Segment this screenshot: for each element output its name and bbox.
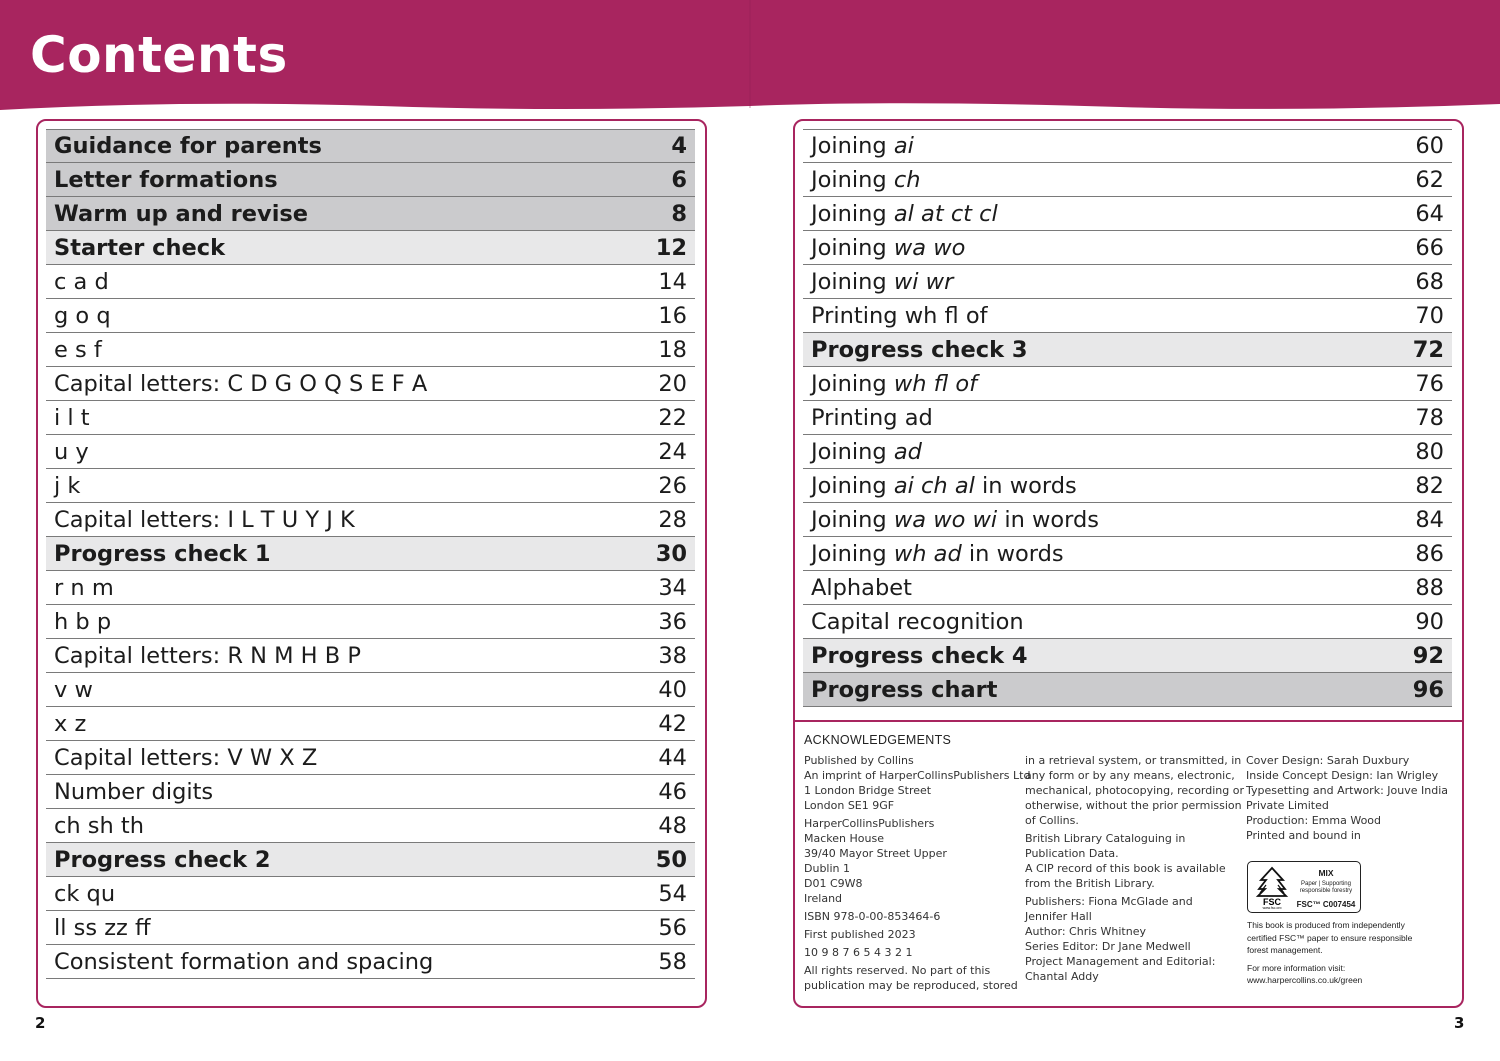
contents-entry-title — [54, 847, 271, 873]
entry-title-text: Progress check 1 — [54, 540, 271, 567]
contents-entry — [46, 945, 695, 979]
entry-title-text: g o q — [54, 302, 111, 329]
contents-entry — [803, 299, 1452, 333]
entry-title-suffix: in words — [997, 506, 1100, 533]
acknowledgement-line: Author: Chris Whitney — [1025, 925, 1146, 938]
acknowledgements-column-1 — [804, 753, 1031, 993]
acknowledgement-line: from the British Library. — [1025, 877, 1155, 890]
contents-entry-page: 34 — [658, 574, 687, 601]
acknowledgements-divider — [795, 720, 1462, 722]
contents-entry — [46, 197, 695, 231]
page-title: Contents — [30, 26, 288, 84]
entry-joined-letters: wa wo — [893, 234, 966, 261]
contents-entry — [46, 809, 695, 843]
contents-entry-page: 4 — [671, 133, 687, 159]
entry-title-text: Joining — [811, 234, 894, 261]
acknowledgement-line: Series Editor: Dr Jane Medwell — [1025, 940, 1191, 953]
acknowledgement-line: of Collins. — [1025, 814, 1079, 827]
contents-entry — [46, 843, 695, 877]
contents-entry — [46, 231, 695, 265]
contents-entry-title — [54, 575, 114, 601]
entry-title-text: e s f — [54, 336, 102, 363]
contents-entry — [46, 299, 695, 333]
contents-entry-page: 42 — [658, 710, 687, 737]
contents-entry — [46, 673, 695, 707]
contents-entry-title — [54, 269, 109, 295]
contents-entry-title — [811, 439, 922, 465]
entry-joined-letters: ch — [893, 166, 921, 193]
contents-entry — [46, 265, 695, 299]
contents-entry-page: 76 — [1415, 370, 1444, 397]
contents-entry-page: 80 — [1415, 438, 1444, 465]
contents-entry-title — [54, 235, 225, 261]
contents-entry-page: 70 — [1415, 302, 1444, 329]
contents-entry-title — [54, 303, 111, 329]
entry-title-text: ch sh th — [54, 812, 144, 839]
contents-entry-page: 86 — [1415, 540, 1444, 567]
fsc-note — [1247, 919, 1457, 987]
entry-title-text: v w — [54, 676, 93, 703]
entry-title-text: c a d — [54, 268, 109, 295]
entry-title-text: x z — [54, 710, 87, 737]
contents-entry — [46, 367, 695, 401]
acknowledgement-line: Cover Design: Sarah Duxbury — [1246, 754, 1410, 767]
contents-entry-title — [811, 337, 1028, 363]
contents-entry — [803, 129, 1452, 163]
contents-entry-page: 16 — [658, 302, 687, 329]
contents-entry — [46, 129, 695, 163]
contents-entry-title — [811, 677, 998, 703]
contents-entry — [803, 367, 1452, 401]
fsc-claim-line1: Paper | Supporting — [1301, 881, 1351, 887]
contents-entry-title — [54, 473, 80, 499]
entry-joined-letters: ad — [893, 438, 922, 465]
entry-title-text: Joining — [811, 506, 894, 533]
contents-entry-title — [811, 575, 912, 601]
entry-title-text: Consistent formation and spacing — [54, 948, 434, 975]
contents-entry-title — [54, 439, 89, 465]
entry-joined-letters: ai — [893, 133, 914, 159]
acknowledgements-heading: ACKNOWLEDGEMENTS — [804, 733, 952, 747]
contents-list-right — [803, 129, 1452, 707]
acknowledgement-line: D01 C9W8 — [804, 877, 863, 890]
entry-title-text: ck qu — [54, 880, 116, 907]
contents-entry-title — [54, 677, 93, 703]
entry-title-text: Progress check 3 — [811, 336, 1028, 363]
entry-title-text: Joining — [811, 268, 894, 295]
acknowledgement-line: First published 2023 — [804, 928, 916, 941]
entry-title-suffix: in words — [974, 472, 1077, 499]
contents-entry — [46, 435, 695, 469]
entry-title-text: u y — [54, 438, 89, 465]
fsc-note-line3: forest management. — [1247, 945, 1323, 955]
page-number-left: 2 — [35, 1014, 46, 1032]
contents-entry-page: 84 — [1415, 506, 1444, 533]
contents-entry — [803, 469, 1452, 503]
fsc-info-url[interactable]: www.harpercollins.co.uk/green — [1247, 975, 1363, 985]
contents-entry-page: 12 — [655, 234, 687, 261]
acknowledgement-line: Chantal Addy — [1025, 970, 1099, 983]
acknowledgement-line: Ireland — [804, 892, 843, 905]
contents-entry-title — [811, 405, 933, 431]
contents-entry — [46, 503, 695, 537]
contents-entry — [803, 435, 1452, 469]
acknowledgement-line: Macken House — [804, 832, 884, 845]
fsc-info-label: For more information visit: — [1247, 962, 1346, 973]
contents-entry-page: 88 — [1415, 574, 1444, 601]
contents-entry-page: 46 — [658, 778, 687, 805]
entry-title-text: h b p — [54, 608, 112, 635]
fsc-note-line2: certified FSC™ paper to ensure responsible — [1247, 932, 1413, 943]
entry-title-text: Progress chart — [811, 676, 998, 703]
contents-entry-title — [54, 779, 213, 805]
contents-entry — [46, 775, 695, 809]
fsc-note-line1: This book is produced from independently — [1247, 920, 1405, 930]
page-number-right: 3 — [1454, 1014, 1465, 1032]
contents-entry — [46, 333, 695, 367]
contents-entry — [803, 197, 1452, 231]
acknowledgement-line: ISBN 978-0-00-853464-6 — [804, 910, 941, 923]
entry-title-text: Progress check 2 — [54, 846, 271, 873]
contents-entry-title — [811, 507, 1099, 533]
acknowledgement-line: 10 9 8 7 6 5 4 3 2 1 — [804, 946, 913, 959]
entry-title-text: Printing ad — [811, 404, 933, 431]
contents-entry — [46, 639, 695, 673]
contents-entry — [803, 401, 1452, 435]
contents-entry — [803, 571, 1452, 605]
contents-entry-title — [54, 133, 322, 159]
contents-entry-title — [54, 609, 111, 635]
contents-entry — [803, 537, 1452, 571]
contents-entry — [803, 503, 1452, 537]
contents-entry — [803, 605, 1452, 639]
contents-entry-page: 60 — [1415, 133, 1444, 159]
contents-entry-title — [54, 405, 90, 431]
acknowledgement-line: Project Management and Editorial: — [1025, 955, 1216, 968]
acknowledgement-line: 39/40 Mayor Street Upper — [804, 847, 947, 860]
contents-entry-page: 38 — [658, 642, 687, 669]
entry-title-text: Warm up and revise — [54, 200, 309, 227]
contents-entry-page: 72 — [1412, 336, 1444, 363]
contents-entry — [803, 333, 1452, 367]
entry-title-text: Printing wh fl of — [811, 302, 988, 329]
contents-entry-page: 64 — [1415, 200, 1444, 227]
contents-entry-page: 62 — [1415, 166, 1444, 193]
contents-entry-page: 8 — [671, 200, 687, 227]
acknowledgement-line: publication may be reproduced, stored — [804, 979, 1018, 992]
entry-joined-letters: wh ad — [893, 540, 962, 567]
entry-title-text: Joining — [811, 133, 894, 159]
contents-entry-page: 40 — [658, 676, 687, 703]
entry-title-text: Guidance for parents — [54, 133, 322, 159]
contents-entry-title — [811, 609, 1024, 635]
contents-entry-title — [811, 473, 1077, 499]
acknowledgement-line: British Library Cataloguing in — [1025, 832, 1186, 845]
acknowledgement-line: any form or by any means, electronic, — [1025, 769, 1235, 782]
entry-title-text: i l t — [54, 404, 90, 431]
acknowledgement-line: Jennifer Hall — [1025, 910, 1092, 923]
contents-entry-title — [54, 507, 355, 533]
fsc-mix: MIX — [1318, 868, 1334, 878]
contents-entry — [46, 163, 695, 197]
entry-title-text: j k — [54, 472, 81, 499]
contents-entry-title — [811, 201, 998, 227]
contents-entry-title — [54, 915, 151, 941]
contents-entry — [46, 741, 695, 775]
contents-entry — [46, 537, 695, 571]
entry-title-text: Capital letters: V W X Z — [54, 744, 318, 771]
entry-title-text: Number digits — [54, 778, 214, 805]
contents-entry — [46, 469, 695, 503]
contents-entry — [803, 231, 1452, 265]
contents-entry — [46, 877, 695, 911]
acknowledgement-line: Publishers: Fiona McGlade and — [1025, 895, 1193, 908]
contents-entry-page: 78 — [1415, 404, 1444, 431]
contents-entry-page: 22 — [658, 404, 687, 431]
contents-entry-page: 28 — [658, 506, 687, 533]
fsc-logo-url: www.fsc.org — [1262, 906, 1282, 909]
contents-entry-page: 66 — [1415, 234, 1444, 261]
entry-title-text: Joining — [811, 370, 894, 397]
contents-entry-page: 14 — [658, 268, 687, 295]
contents-entry — [46, 911, 695, 945]
contents-entry — [803, 265, 1452, 299]
contents-entry-title — [811, 269, 953, 295]
acknowledgements-column-3 — [1246, 753, 1458, 843]
contents-entry-title — [54, 541, 271, 567]
contents-entry-title — [54, 949, 433, 975]
contents-entry-page: 92 — [1412, 642, 1444, 669]
entry-title-text: Alphabet — [811, 574, 912, 601]
contents-entry-page: 56 — [658, 914, 687, 941]
contents-entry-title — [54, 643, 361, 669]
contents-entry-page: 44 — [658, 744, 687, 771]
contents-entry-page: 96 — [1412, 676, 1444, 703]
entry-joined-letters: al at ct cl — [893, 200, 998, 227]
acknowledgement-line: An imprint of HarperCollinsPublishers Ltd — [804, 769, 1031, 782]
contents-entry — [803, 163, 1452, 197]
acknowledgement-line: All rights reserved. No part of this — [804, 964, 991, 977]
contents-entry — [803, 639, 1452, 673]
contents-entry-page: 6 — [671, 166, 687, 193]
entry-title-text: Letter formations — [54, 166, 278, 193]
contents-entry-title — [54, 337, 102, 363]
acknowledgement-line: mechanical, photocopying, recording or — [1025, 784, 1245, 797]
entry-title-text: Capital letters: R N M H B P — [54, 642, 361, 669]
contents-entry-title — [811, 235, 965, 261]
entry-title-text: Joining — [811, 200, 894, 227]
entry-title-text: ll ss zz ff — [54, 914, 151, 941]
entry-joined-letters: wi wr — [893, 268, 954, 295]
contents-entry-title — [54, 745, 317, 771]
contents-entry-page: 82 — [1415, 472, 1444, 499]
entry-title-text: Joining — [811, 166, 894, 193]
entry-title-text: Progress check 4 — [811, 642, 1028, 669]
entry-title-text: r n m — [54, 574, 114, 601]
acknowledgement-line: London SE1 9GF — [804, 799, 895, 812]
contents-entry — [46, 571, 695, 605]
entry-joined-letters: ai ch al — [893, 472, 975, 499]
contents-list-left — [46, 129, 695, 979]
entry-joined-letters: wh fl of — [893, 370, 978, 397]
acknowledgements-column-2 — [1025, 753, 1245, 984]
fsc-claim — [1294, 881, 1358, 895]
acknowledgement-line: Production: Emma Wood — [1246, 814, 1382, 827]
entry-joined-letters: wa wo wi — [893, 506, 998, 533]
acknowledgement-line: HarperCollinsPublishers — [804, 817, 935, 830]
contents-entry-title — [54, 813, 144, 839]
contents-entry-page: 18 — [658, 336, 687, 363]
acknowledgement-line: Dublin 1 — [804, 862, 851, 875]
contents-entry-title — [54, 711, 86, 737]
entry-title-suffix: in words — [961, 540, 1064, 567]
acknowledgement-line: Published by Collins — [804, 754, 914, 767]
contents-entry-page: 90 — [1415, 608, 1444, 635]
entry-title-text: Joining — [811, 438, 894, 465]
contents-entry-title — [54, 201, 308, 227]
contents-entry-page: 54 — [658, 880, 687, 907]
contents-entry — [803, 673, 1452, 707]
entry-title-text: Joining — [811, 472, 894, 499]
contents-entry-title — [811, 167, 921, 193]
contents-entry-title — [54, 371, 427, 397]
contents-entry — [46, 605, 695, 639]
entry-title-text: Capital recognition — [811, 608, 1024, 635]
contents-entry-title — [811, 303, 988, 329]
acknowledgement-line: Inside Concept Design: Ian Wrigley — [1246, 769, 1439, 782]
contents-entry-page: 36 — [658, 608, 687, 635]
contents-entry-page: 58 — [658, 948, 687, 975]
contents-entry-title — [811, 541, 1064, 567]
contents-entry — [46, 707, 695, 741]
contents-entry-page: 20 — [658, 370, 687, 397]
acknowledgement-line: Private Limited — [1246, 799, 1329, 812]
entry-title-text: Starter check — [54, 234, 226, 261]
contents-entry-page: 26 — [658, 472, 687, 499]
fsc-logo-text: FSC — [1263, 897, 1281, 907]
contents-entry-title — [54, 881, 115, 907]
acknowledgement-line: Typesetting and Artwork: Jouve India — [1246, 784, 1448, 797]
contents-entry — [46, 401, 695, 435]
contents-entry-page: 30 — [655, 540, 687, 567]
contents-entry-title — [54, 167, 278, 193]
fsc-label — [1247, 861, 1361, 913]
fsc-code: FSC™ C007454 — [1296, 900, 1356, 909]
entry-title-text: Capital letters: I L T U Y J K — [54, 506, 355, 533]
contents-entry-title — [811, 371, 977, 397]
contents-entry-page: 48 — [658, 812, 687, 839]
contents-entry-page: 50 — [655, 846, 687, 873]
acknowledgement-line: otherwise, without the prior permission — [1025, 799, 1242, 812]
acknowledgement-line: Publication Data. — [1025, 847, 1119, 860]
acknowledgement-line: in a retrieval system, or transmitted, in — [1025, 754, 1242, 767]
entry-title-text: Capital letters: C D G O Q S E F A — [54, 370, 428, 397]
entry-title-text: Joining — [811, 540, 894, 567]
acknowledgement-line: 1 London Bridge Street — [804, 784, 932, 797]
acknowledgement-line: Printed and bound in — [1246, 829, 1361, 842]
fsc-tree-logo-icon — [1252, 865, 1292, 909]
acknowledgement-line: A CIP record of this book is available — [1025, 862, 1226, 875]
fsc-claim-line2: responsible forestry — [1299, 888, 1353, 894]
contents-entry-page: 68 — [1415, 268, 1444, 295]
contents-entry-title — [811, 133, 914, 159]
contents-entry-title — [811, 643, 1028, 669]
contents-entry-page: 24 — [658, 438, 687, 465]
